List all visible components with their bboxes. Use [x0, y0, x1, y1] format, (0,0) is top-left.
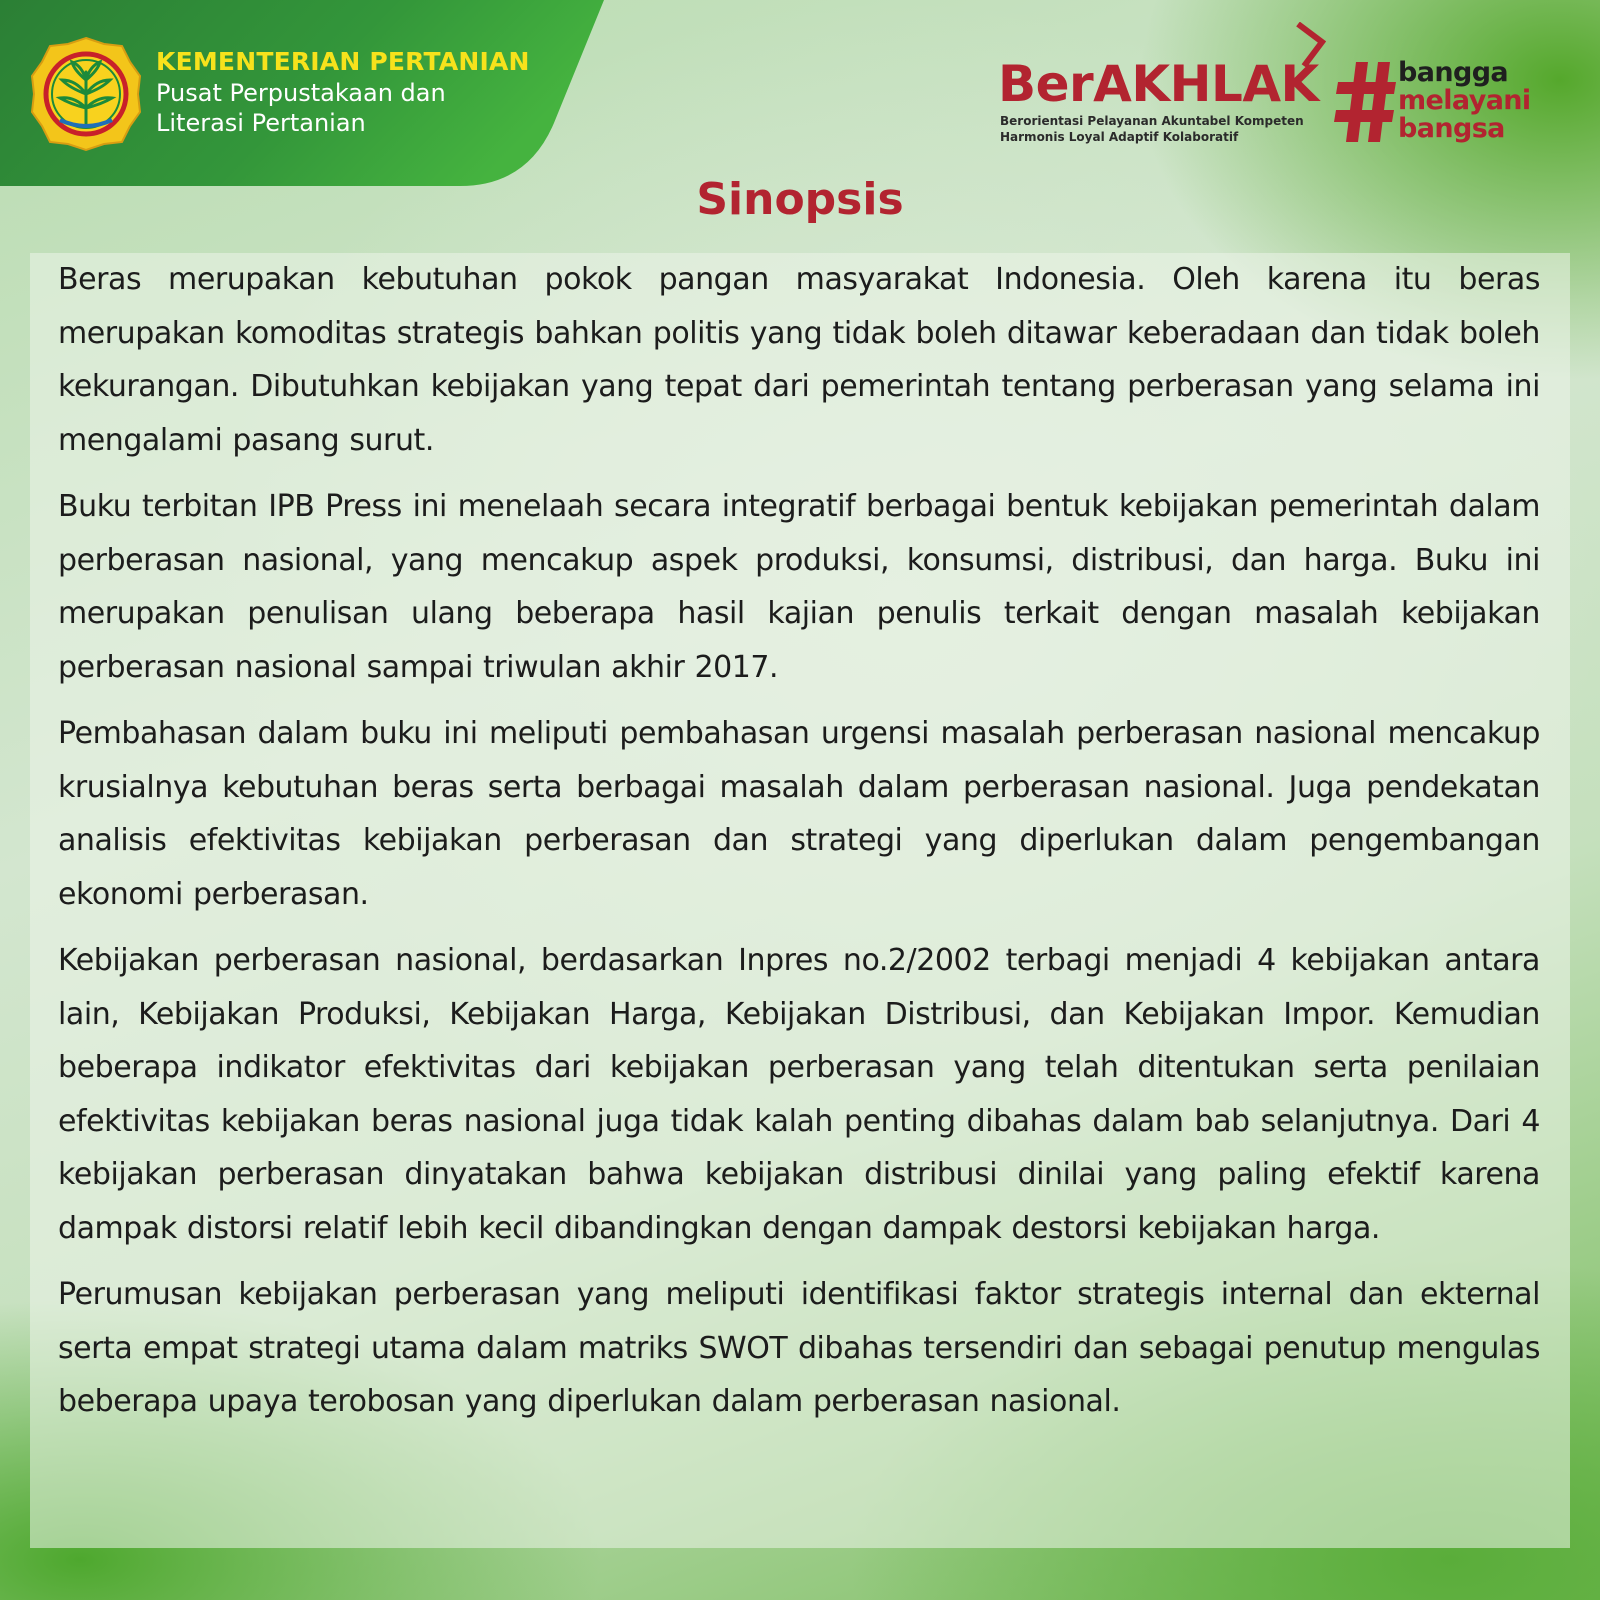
slogan-line-2: melayani: [1398, 85, 1531, 116]
slogan-line-3: bangsa: [1398, 113, 1505, 144]
bangga-melayani-bangsa-logo: [1334, 56, 1554, 156]
berakhlak-logo: [998, 22, 1328, 152]
berakhlak-wordmark: BerAKHLAK: [998, 55, 1319, 113]
synopsis-panel: [30, 253, 1570, 1548]
agency-subtitle-line-2: Literasi Pertanian: [156, 109, 366, 137]
berakhlak-tagline-line-1: Berorientasi Pelayanan Akuntabel Kompeten: [1000, 114, 1304, 128]
synopsis-paragraph-3: Pembahasan dalam buku ini meliputi pembahasan urgensi masalah perberasan nasional mencakup krusialnya kebutuhan beras serta berbagai masalah dalam perberasan nasional. Juga pendekatan analisis efektivitas kebijakan perberasan dan strategi yang diperlukan dalam pengembangan ekonomi perberasan.: [58, 716, 1540, 912]
slogan-line-1: bangga: [1398, 57, 1509, 88]
synopsis-paragraph-4: Kebijakan perberasan nasional, berdasarkan Inpres no.2/2002 terbagi menjadi 4 kebijakan antara lain, Kebijakan Produksi, Kebijakan Harga, Kebijakan Distribusi, dan Kebijakan Impor. Kemudian beberapa indikator efektivitas dari kebijakan perberasan yang telah ditentukan serta penilaian efektivitas kebijakan beras nasional juga tidak kalah penting dibahas dalam bab selanjutnya. Dari 4 kebijakan perberasan dinyatakan bahwa kebijakan distribusi dinilai yang paling efektif karena dampak distorsi relatif lebih kecil dibandingkan dengan dampak destorsi kebijakan harga.: [58, 943, 1540, 1246]
synopsis-paragraph-1: Beras merupakan kebutuhan pokok pangan masyarakat Indonesia. Oleh karena itu beras merupakan komoditas strategis bahkan politis yang tidak boleh ditawar keberadaan dan tidak boleh kekurangan. Dibutuhkan kebijakan yang tepat dari pemerintah tentang perberasan yang selama ini mengalami pasang surut.: [58, 262, 1540, 458]
synopsis-paragraph-5: Perumusan kebijakan perberasan yang meliputi identifikasi faktor strategis internal dan ekternal serta empat strategi utama dalam matriks SWOT dibahas tersendiri dan sebagai penutup mengulas beberapa upaya terobosan yang diperlukan dalam perberasan nasional.: [58, 1277, 1540, 1419]
synopsis-paragraph-2: Buku terbitan IPB Press ini menelaah secara integratif berbagai bentuk kebijakan pemerintah dalam perberasan nasional, yang mencakup aspek produksi, konsumsi, distribusi, dan harga. Buku ini merupakan penulisan ulang beberapa hasil kajian penulis terkait dengan masalah kebijakan perberasan nasional sampai triwulan akhir 2017.: [58, 489, 1540, 685]
page-title: Sinopsis: [696, 174, 904, 225]
berakhlak-tagline-line-2: Harmonis Loyal Adaptif Kolaboratif: [1000, 130, 1239, 144]
kementerian-pertanian-logo-icon: [30, 36, 142, 152]
agency-name: KEMENTERIAN PERTANIAN: [156, 47, 530, 76]
agency-subtitle-line-1: Pusat Perpustakaan dan: [156, 79, 446, 107]
agency-text-block: [156, 46, 576, 138]
hashtag-icon: [1334, 60, 1398, 144]
